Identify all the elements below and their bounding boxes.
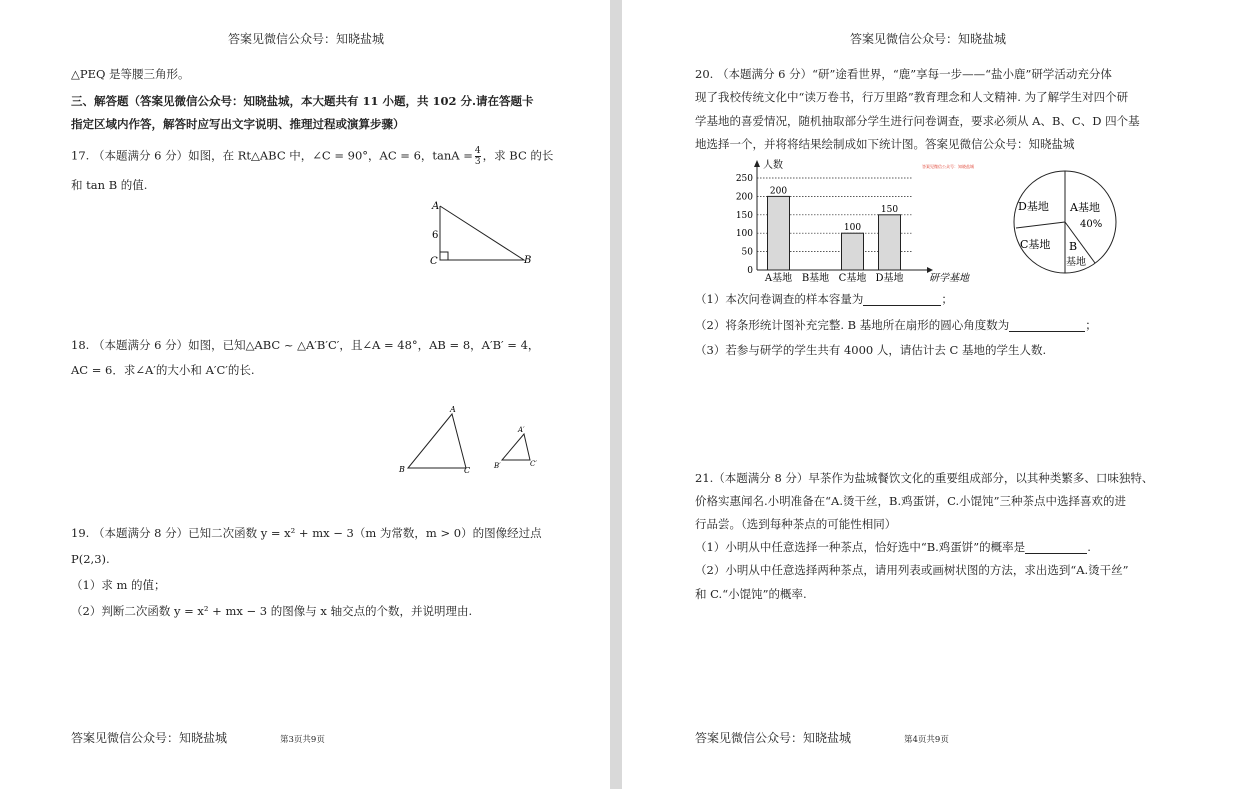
q20-sub2-text: （2）将条形统计图补充完整. B 基地所在扇形的圆心角度数为 (695, 318, 1010, 332)
q17-fraction (475, 146, 481, 167)
q17-line2: 和 tan B 的值. (71, 178, 148, 192)
x-tick-label: D基地 (875, 273, 904, 284)
pie-slice-b-label-1: B (1069, 240, 1078, 253)
y-axis-label: 人数 (763, 160, 783, 171)
page-header: 答案见微信公众号：知晓盐城 (850, 32, 1007, 46)
continuation-line: △PEQ 是等腰三角形。 (71, 67, 190, 81)
pie-slice-d-label: D基地 (1018, 200, 1049, 213)
bar-data-label: 200 (769, 186, 788, 197)
q20-sub2-answer-blank[interactable] (1009, 320, 1085, 332)
bar (768, 196, 790, 270)
tri1-c-label: C (464, 466, 471, 475)
q20-sub2-end: ； (1085, 318, 1097, 332)
watermark: 答案见微信公众号：知晓盐城 (922, 164, 974, 169)
x-tick-labels (764, 271, 904, 284)
pie-slice-b-label-2: 基地 (1066, 257, 1086, 268)
tri1-b-label: B (399, 465, 405, 474)
y-tick-label: 100 (735, 229, 753, 240)
q19-sub2: （2）判断二次函数 y = x² + mx − 3 的图像与 x 轴交点的个数，并说明理由. (71, 604, 473, 618)
q21-sub2: （2）小明从中任意选择两种茶点，请用列表或画树状图的方法，求出选到“A.烫干丝” (695, 563, 1129, 577)
y-axis-arrow (754, 160, 760, 167)
pie-slice-a-label: A基地 (1070, 201, 1100, 214)
q21-sub1-answer-blank[interactable] (1025, 542, 1087, 554)
pie-chart (1010, 168, 1120, 278)
fraction-denominator: 3 (474, 157, 481, 167)
page-number: 第3页共9页 (280, 735, 325, 745)
tri1-a-label: A (450, 405, 456, 414)
page-number: 第4页共9页 (904, 735, 949, 745)
y-tick-label: 250 (735, 174, 753, 184)
y-tick-label: 50 (741, 247, 753, 258)
x-tick-label: A基地 (764, 273, 793, 284)
x-axis-label: 研学基地 (929, 273, 969, 284)
x-tick-label: B基地 (801, 273, 830, 284)
q17-line1 (71, 146, 553, 167)
page-footer: 答案见微信公众号：知晓盐城 (71, 731, 228, 745)
bar (879, 215, 901, 270)
bar-data-label: 150 (880, 204, 899, 215)
q20-sub3: （3）若参与研学的学生共有 4000 人，请估计去 C 基地的学生人数. (695, 343, 1047, 357)
q20-line3: 学基地的喜爱情况，随机抽取部分学生进行问卷调查，要求必须从 A、B、C、D 四个基 (695, 114, 1140, 128)
x-tick-label: C基地 (838, 273, 867, 284)
section3-heading-1: 三、解答题（答案见微信公众号：知晓盐城，本大题共有 11 小题，共 102 分.请在答题卡 (71, 94, 534, 108)
pie-slice-c-label: C基地 (1020, 238, 1051, 251)
page-footer: 答案见微信公众号：知晓盐城 (695, 731, 852, 745)
q20-line1: 20. （本题满分 6 分）“研”途看世界，“鹿”享每一步——“盐小鹿”研学活动充分体 (695, 67, 1112, 81)
q20-sub2 (695, 318, 1097, 332)
q19-sub1: （1）求 m 的值； (71, 578, 166, 592)
y-tick-labels (736, 174, 753, 276)
q21-sub1 (695, 540, 1091, 554)
left-page (0, 0, 610, 789)
pie-slice-a-percent: 40% (1080, 219, 1103, 230)
q19-line2: P(2,3). (71, 552, 110, 566)
vertex-b-label: B (524, 255, 532, 266)
y-tick-label: 150 (735, 210, 753, 221)
q21-line3: 行品尝。（选到每种茶点的可能性相同） (695, 517, 897, 531)
vertex-a-label: A (432, 201, 440, 212)
q17-text: 17. （本题满分 6 分）如图，在 Rt△ABC 中，∠C = 90°，AC = 6，tanA = (71, 148, 473, 163)
q21-line2: 价格实惠闻名.小明准备在“A.烫干丝，B.鸡蛋饼，C.小馄饨”三种茶点中选择喜欢的进 (695, 494, 1127, 508)
q21-sub1-end: . (1087, 540, 1091, 554)
tri2-b-label: B′ (494, 462, 501, 470)
y-tick-label: 200 (735, 192, 753, 203)
q18-similar-triangles-figure (396, 402, 546, 478)
q20-line2: 现了我校传统文化中“读万卷书，行万里路”教育理念和人文精神. 为了解学生对四个研 (695, 90, 1129, 104)
side-ac-label: 6 (432, 230, 439, 241)
q20-sub1-end: ； (941, 292, 953, 306)
q20-line4: 地选择一个，并将将结果绘制成如下统计图。答案见微信公众号：知晓盐城 (695, 137, 1075, 151)
q17-triangle-figure (420, 196, 540, 268)
bar-data-label: 100 (843, 223, 862, 234)
q21-sub1-text: （1）小明从中任意选择一种茶点，恰好选中“B.鸡蛋饼”的概率是 (695, 540, 1026, 554)
q20-sub1-text: （1）本次问卷调查的样本容量为 (695, 292, 864, 306)
tri2-c-label: C′ (530, 460, 537, 468)
q17-text-end: ，求 BC 的长 (482, 148, 554, 163)
section3-heading-2: 指定区域内作答，解答时应写出文字说明、推理过程或演算步骤） (71, 117, 405, 131)
bar (842, 233, 864, 270)
q18-line1: 18. （本题满分 6 分）如图，已知△ABC ~ △A′B′C′，且∠A = 48°，AB = 8，A′B′ = 4， (71, 338, 540, 352)
vertex-c-label: C (430, 256, 438, 267)
tri2-a-label: A′ (518, 426, 525, 434)
q18-line2: AC = 6．求∠A′的大小和 A′C′的长. (71, 363, 255, 377)
right-page (622, 0, 1236, 789)
y-tick-label: 0 (747, 266, 753, 276)
q21-sub3: 和 C.“小馄饨”的概率. (695, 587, 807, 601)
page-header: 答案见微信公众号：知晓盐城 (228, 32, 385, 46)
q19-line1: 19. （本题满分 8 分）已知二次函数 y = x² + mx − 3（m 为常数，m > 0）的图像经过点 (71, 526, 542, 540)
q20-sub1 (695, 292, 953, 306)
q21-line1: 21.（本题满分 8 分）早茶作为盐城餐饮文化的重要组成部分，以其种类繁多、口味独特、 (695, 471, 1154, 485)
fraction-numerator: 4 (474, 146, 481, 156)
bar-chart-bars (768, 186, 901, 270)
q20-sub1-answer-blank[interactable] (863, 294, 941, 306)
bar-chart (722, 158, 992, 286)
